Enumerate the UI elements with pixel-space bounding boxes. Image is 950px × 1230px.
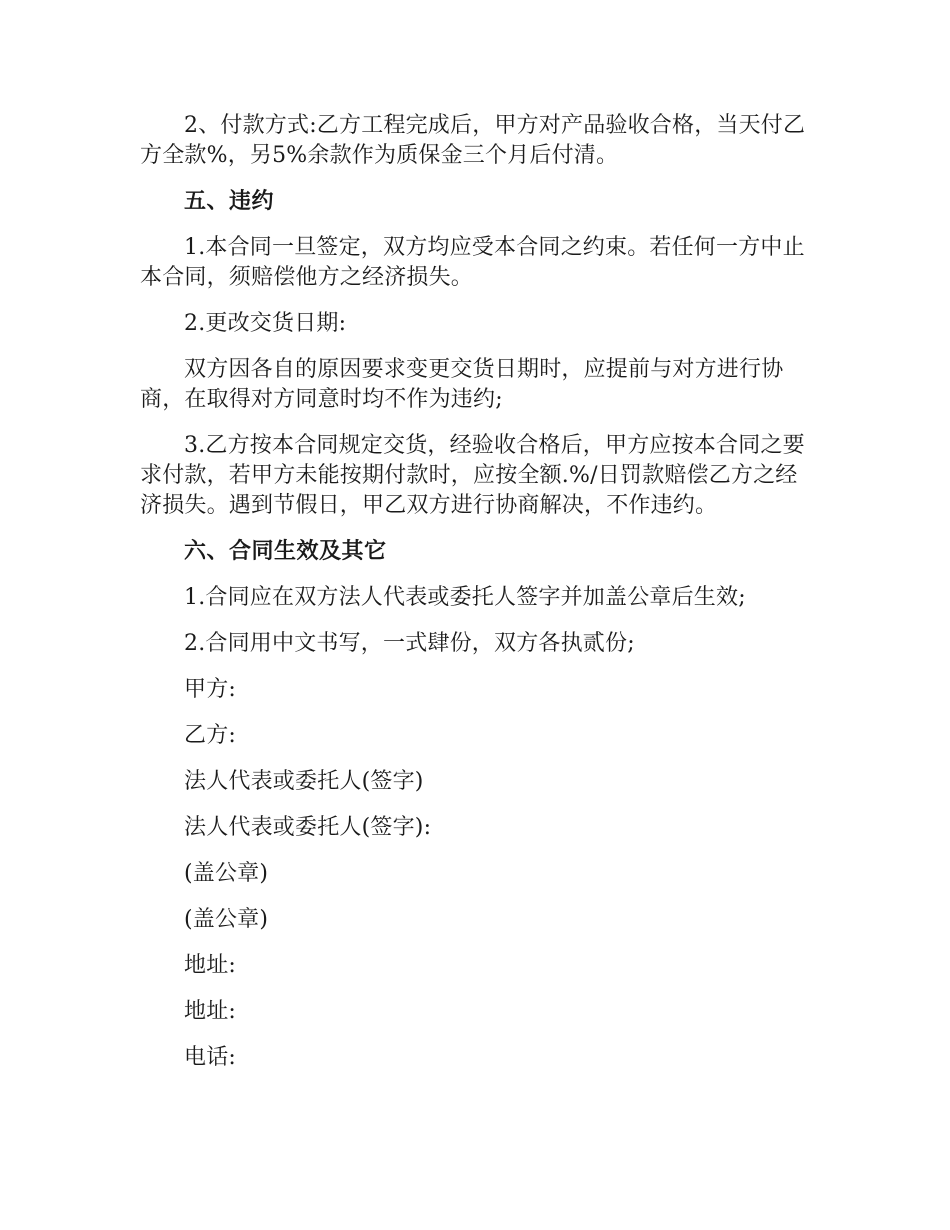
phone-label: 电话: [184, 1045, 237, 1070]
official-seal-a: (盖公章) [184, 861, 269, 886]
party-b-label: 乙方: [184, 723, 237, 748]
section-heading-breach: 五、违约 [184, 189, 275, 214]
payment-terms-paragraph: 2、付款方式:乙方工程完成后，甲方对产品验收合格，当天付乙方全款%，另5%余款作为质保金三个月后付清。 [140, 113, 806, 168]
address-b: 地址: [184, 999, 237, 1024]
official-seal-b: (盖公章) [184, 907, 269, 932]
party-a-label: 甲方: [184, 677, 237, 702]
document-body [140, 111, 815, 1089]
breach-clause-1: 1.本合同一旦签定，双方均应受本合同之约束。若任何一方中止本合同，须赔偿他方之经济损失。 [140, 235, 805, 290]
section-heading-effectiveness: 六、合同生效及其它 [184, 539, 387, 564]
address-a: 地址: [184, 953, 237, 978]
effectiveness-clause-2: 2.合同用中文书写，一式肆份，双方各执贰份; [184, 631, 635, 656]
representative-signature-a: 法人代表或委托人(签字) [184, 769, 424, 794]
breach-clause-2-detail: 双方因各自的原因要求变更交货日期时，应提前与对方进行协商，在取得对方同意时均不作为违约; [140, 357, 784, 412]
breach-clause-3: 3.乙方按本合同规定交货，经验收合格后，甲方应按本合同之要求付款，若甲方未能按期付款时，应按全额.%/日罚款赔偿乙方之经济损失。遇到节假日，甲乙双方进行协商解决，不作违约。 [140, 433, 805, 518]
breach-clause-2: 2.更改交货日期: [184, 311, 347, 336]
effectiveness-clause-1: 1.合同应在双方法人代表或委托人签字并加盖公章后生效; [184, 585, 746, 610]
representative-signature-b: 法人代表或委托人(签字): [184, 815, 432, 840]
